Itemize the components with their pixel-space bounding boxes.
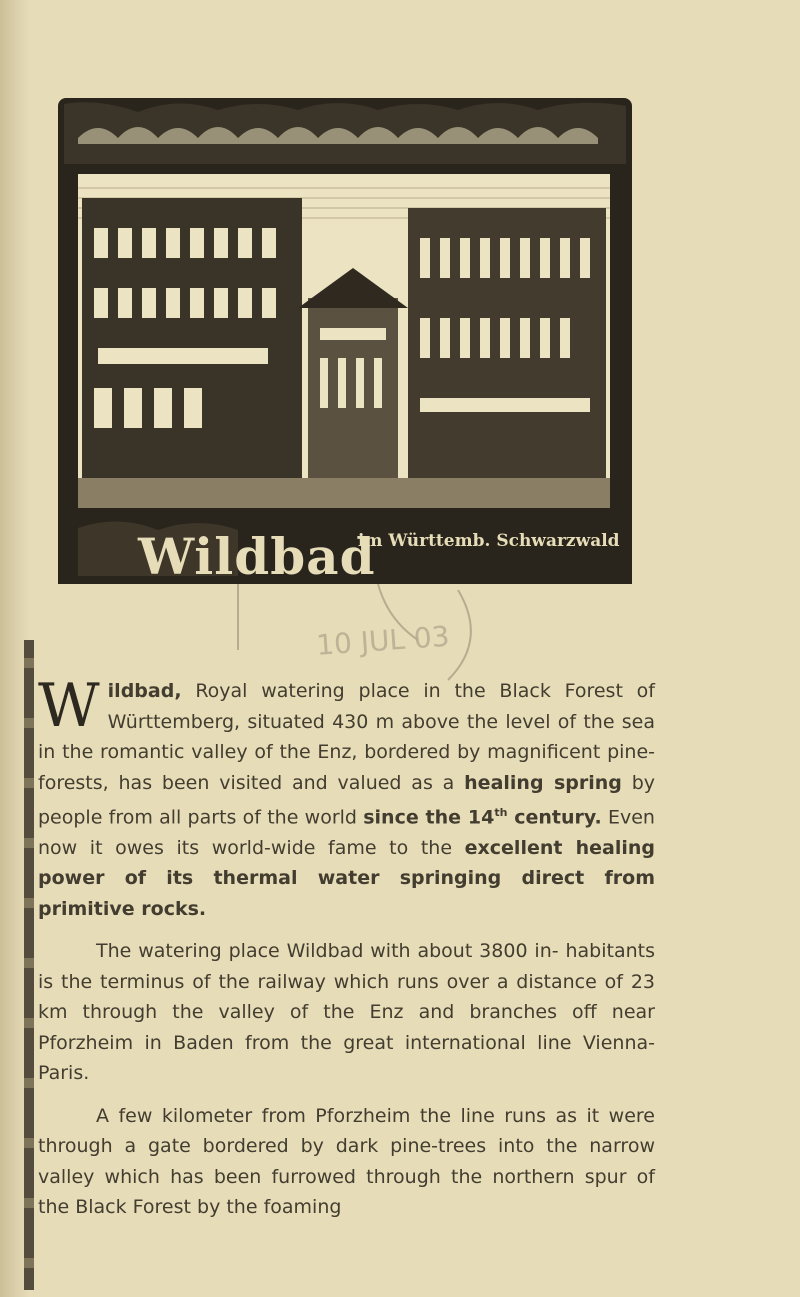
superscript: th xyxy=(494,806,508,819)
paragraph-3: A few kilometer from Pforzheim the line runs as it were through a gate bordered by dark pine-trees into the narrow valley which has been furrowed through the northern spur of the Black Forest by the foaming xyxy=(38,1104,655,1219)
paragraph-2: The watering place Wildbad with about 3800 in- habitants is the terminus of the railway which runs over a distance of 23 km through the valley of the Enz and branches off near Pforzheim in Baden from the great international line Vienna-Paris. xyxy=(38,940,655,1085)
drop-cap: W xyxy=(38,671,100,741)
emphasis-text: excellent healing power of its thermal water springing direct from primitive rocks. xyxy=(38,836,656,920)
text-run: by people from all parts of the world xyxy=(38,771,656,829)
article-body xyxy=(38,671,656,1235)
banner-subtitle: im Württemb. Schwarzwald xyxy=(358,531,620,551)
header-illustration xyxy=(58,98,632,584)
text-run: Even now it owes its world-wide fame to the xyxy=(38,806,655,859)
emphasis-text: century. xyxy=(507,806,602,829)
emphasis-text: healing spring xyxy=(464,771,622,794)
engraving-of-spa-buildings-icon xyxy=(58,98,632,584)
place-name: ildbad, xyxy=(107,680,182,702)
paragraph-1 xyxy=(38,671,656,924)
binding-edge xyxy=(24,640,34,1290)
emphasis-text: since the 14 xyxy=(363,806,495,829)
stamp-date: 10 JUL 03 xyxy=(315,619,451,662)
banner-title: Wildbad xyxy=(138,527,376,584)
text-run: Royal watering place in the Black Forest of Württemberg, situated 430 m above the level of the sea in the romantic valley of the Enz, bordered by magnificent pine-forests, has been visited and valued as a xyxy=(38,680,655,794)
